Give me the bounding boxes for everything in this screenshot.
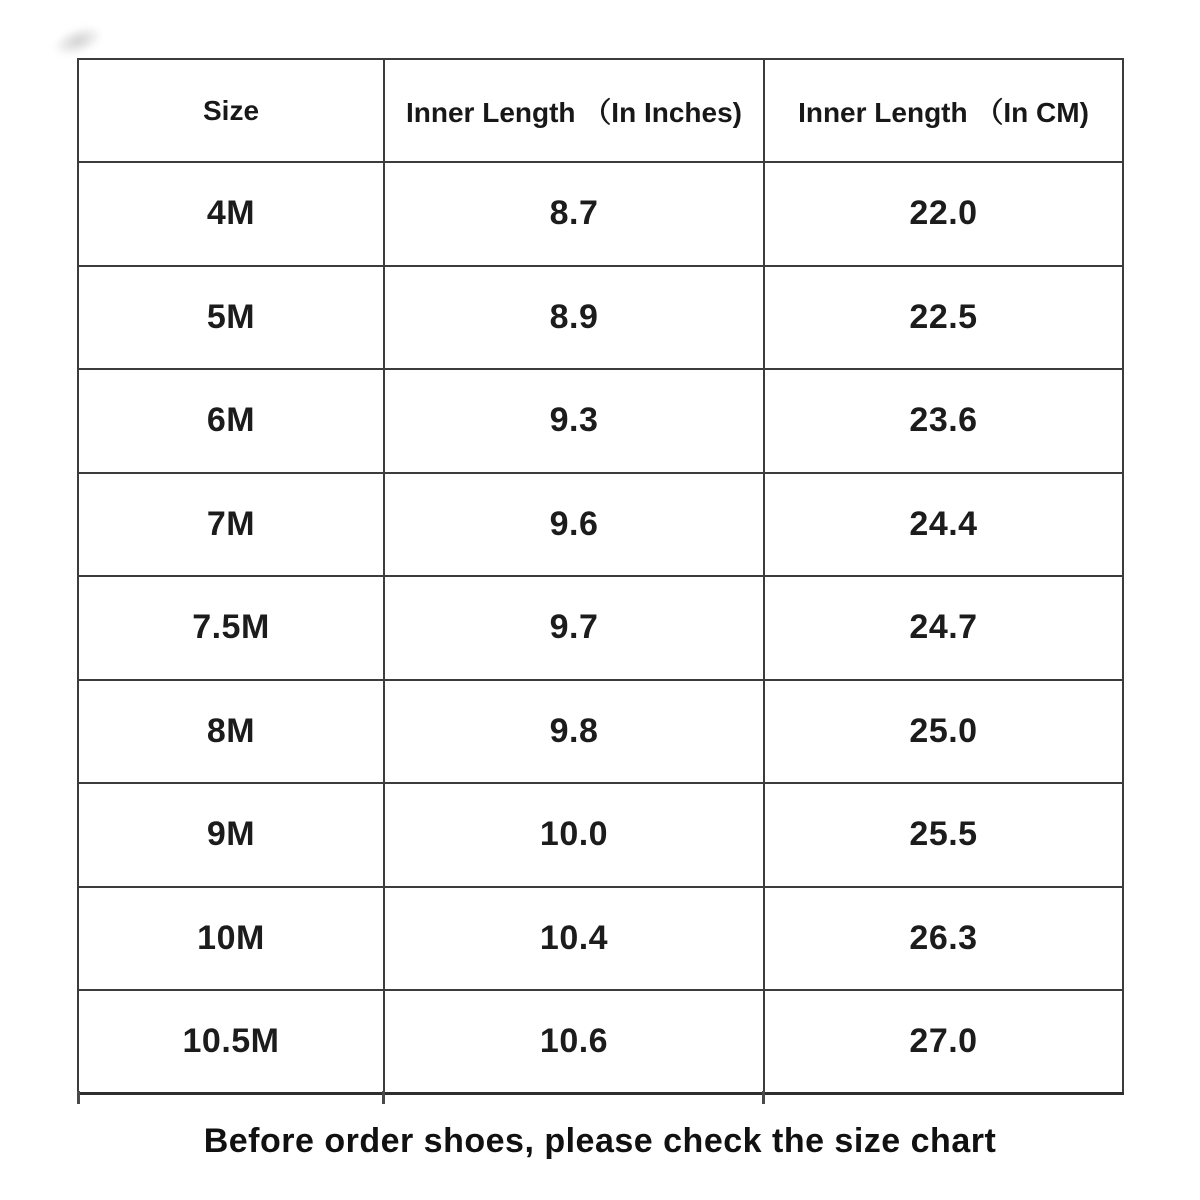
col-header-cm: Inner Length （In CM) [764, 59, 1123, 162]
inches-cell: 8.9 [384, 266, 764, 370]
caption: Before order shoes, please check the size chart [203, 1122, 997, 1160]
inches-cell: 9.7 [384, 576, 764, 680]
table-row [78, 162, 1123, 266]
table-body [78, 162, 1123, 1094]
cm-cell: 24.4 [764, 473, 1123, 577]
table-row [78, 576, 1123, 680]
cm-cell: 25.5 [764, 783, 1123, 887]
table-row [78, 473, 1123, 577]
col-header-inches: Inner Length （In Inches) [384, 59, 764, 162]
cm-cell: 22.5 [764, 266, 1123, 370]
size-cell: 10.5M [78, 990, 384, 1094]
size-cell: 8M [78, 680, 384, 784]
table-row [78, 369, 1123, 473]
grid-line-stub [762, 1091, 765, 1104]
table-row [78, 680, 1123, 784]
grid-line-stub [382, 1091, 385, 1104]
cm-cell: 27.0 [764, 990, 1123, 1094]
size-cell: 5M [78, 266, 384, 370]
table-header [78, 59, 1123, 162]
table-row [78, 887, 1123, 991]
scan-artifact [49, 20, 107, 62]
size-cell: 4M [78, 162, 384, 266]
cm-cell: 22.0 [764, 162, 1123, 266]
inches-cell: 9.3 [384, 369, 764, 473]
size-cell: 9M [78, 783, 384, 887]
cm-cell: 24.7 [764, 576, 1123, 680]
inches-cell: 10.6 [384, 990, 764, 1094]
cm-cell: 26.3 [764, 887, 1123, 991]
size-cell: 7.5M [78, 576, 384, 680]
inches-cell: 10.4 [384, 887, 764, 991]
inches-cell: 9.8 [384, 680, 764, 784]
header-row [78, 59, 1123, 162]
cm-cell: 23.6 [764, 369, 1123, 473]
cm-cell: 25.0 [764, 680, 1123, 784]
table-row [78, 266, 1123, 370]
size-cell: 6M [78, 369, 384, 473]
inches-cell: 8.7 [384, 162, 764, 266]
col-header-size: Size [78, 59, 384, 162]
size-cell: 7M [78, 473, 384, 577]
table-row [78, 783, 1123, 887]
table-row [78, 990, 1123, 1094]
inches-cell: 9.6 [384, 473, 764, 577]
grid-line-stub [77, 1091, 80, 1104]
inches-cell: 10.0 [384, 783, 764, 887]
size-cell: 10M [78, 887, 384, 991]
size-chart-table [77, 58, 1124, 1095]
